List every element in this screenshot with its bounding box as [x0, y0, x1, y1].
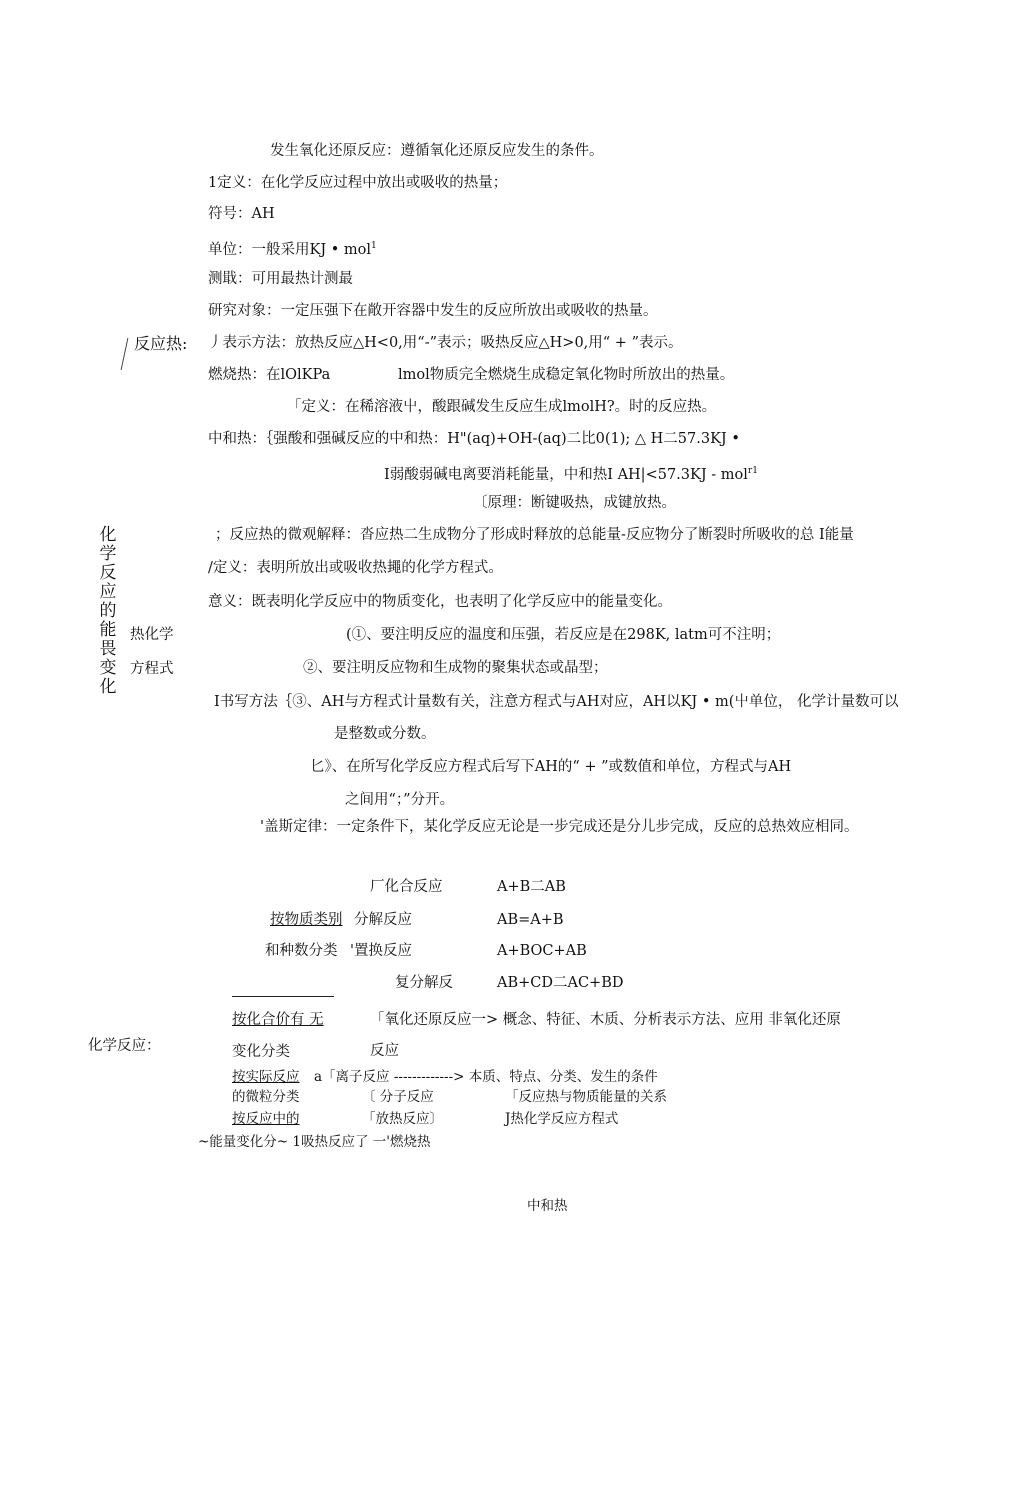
text-reaction: 反应: [370, 1043, 399, 1059]
line-ionic-reaction: a「离子反应 -------------> 本质、特点、分类、发生的条件: [314, 1069, 658, 1085]
line-research-object: 研究对象：一定压强下在敞开容器中发生的反应所放出或吸收的热量。: [208, 303, 658, 319]
divider-line: [232, 996, 334, 997]
reaction-double-decomposition: 复分解反: [395, 975, 453, 991]
text-molecular-reaction: 〔 分子反应: [362, 1089, 434, 1105]
heading-thermochemical: 热化学: [130, 627, 174, 643]
line-definition: 1定义：在化学反应过程中放出或吸收的热量；: [208, 175, 508, 191]
weak-acid-superscript: r1: [747, 466, 758, 476]
unit-superscript: 1: [371, 241, 377, 251]
reaction-decomposition: 分解反应: [354, 912, 412, 928]
reaction-combination: 厂化合反应: [370, 879, 443, 895]
line-rule-1: (①、要注明反应的温度和压强，若反应是在298K, latm可不注明；: [346, 627, 781, 643]
line-redox-reaction: 「氧化还原反应一> 概念、特征、木质、分析表示方法、应用 非氧化还原: [370, 1012, 841, 1028]
text-exothermic: 「放热反应〕: [362, 1111, 443, 1127]
label-by-actual-reaction: 按实际反应: [232, 1069, 300, 1085]
unit-text: 单位：一般采用KJ • mol: [208, 241, 372, 258]
line-rule-3: I书写方法｛③、AH与方程式计量数有关，注意方程式与AH对应，AH以KJ • m(屮单位， 化学计量数可以: [214, 694, 899, 710]
line-microscopic-explanation: ；反应热的微观解释：沓应热二生成物分了形成时释放的总能量-反应物分了断裂时所吸收的总 I能量: [215, 527, 854, 543]
line-neutral-definition: 「定义：在稀溶液屮，酸跟碱发生反应生成lmolH?。时的反应热。: [287, 399, 717, 415]
label-by-count: 和种数分类: [265, 943, 338, 959]
line-meaning: 意义：既表明化学反应中的物质变化，也表明了化学反应中的能量变化。: [208, 594, 672, 610]
reaction-displacement: '置换反应: [350, 943, 412, 959]
equation-decomposition: AB=A+B: [497, 912, 564, 928]
line-representation: 丿表示方法：放热反应△H<0,用“-”表示；吸热反应△H>0,用“ + ”表示。: [208, 335, 683, 351]
line-weak-acid: [384, 462, 758, 484]
side-title-vertical: 化学反应的能畏变化: [99, 525, 117, 697]
line-symbol: 符号：AH: [208, 206, 275, 222]
label-change-category: 变化分类: [232, 1044, 290, 1060]
label-chemical-reaction: 化学反应：: [88, 1038, 161, 1054]
line-energy-change: ~能量变化分~ 1吸热反应了 一'燃烧热: [198, 1134, 431, 1150]
line-hess-law: '盖斯定律：一定条件下，某化学反应无论是一步完成还是分儿步完成，反应的总热效应相同。: [260, 819, 859, 835]
equation-combination: A+B二AB: [497, 879, 566, 895]
weak-acid-text: I弱酸弱碱电离要消耗能量，中和热I AH|<57.3KJ - mol: [384, 466, 748, 483]
heading-equation: 方程式: [130, 661, 174, 677]
line-thermo-definition: /定义：表明所放出或吸收热䵷的化学方程式。: [208, 560, 503, 576]
line-rule-2: ②、要注明反应物和生成物的聚集状态或晶型；: [303, 660, 608, 676]
line-rule-3-cont: 是整数或分数。: [334, 726, 436, 742]
line-neutral-heat: 中和热：｛强酸和强碱反应的中和热：H"(aq)+OH-(aq)二比0(1); △ H二57.3KJ •: [208, 431, 740, 447]
equation-displacement: A+BOC+AB: [497, 943, 587, 959]
heading-reaction-heat: 反应热:: [134, 334, 188, 353]
line-measurement: 测戢：可用最热计测最: [208, 271, 353, 287]
equation-double-decomposition: AB+CD二AC+BD: [497, 975, 624, 991]
text-thermo-equation: J热化学反应方程式: [505, 1111, 619, 1127]
line-redox-condition: 发生氧化还原反应：遵循氧化还原反应发生的条件。: [270, 143, 604, 159]
line-rule-4-cont: 之间用“；”分开。: [345, 792, 455, 808]
line-principle: 〔原理：断键吸热，成键放热。: [473, 495, 676, 511]
label-by-substance: 按物质类别: [270, 912, 343, 928]
label-particle-category: 的微粒分类: [232, 1089, 300, 1105]
line-unit: [208, 237, 377, 259]
line-combustion-heat-b: lmol物质完全燃烧生成稳定氧化物时所放出的热量。: [398, 367, 735, 383]
line-combustion-heat-a: 燃烧热：在lOlKPa: [208, 367, 331, 383]
label-by-reaction: 按反应中的: [232, 1111, 300, 1127]
text-neutralization-heat: 中和热: [527, 1198, 568, 1214]
line-rule-4: 匕》、在所写化学反应方程式后写下AH的“ + ”或数值和单位，方程式与AH: [310, 759, 792, 775]
text-heat-energy-relation: 「反应热与物质能量的关系: [505, 1089, 667, 1105]
label-by-valence: 按化合价有 无: [232, 1012, 324, 1028]
